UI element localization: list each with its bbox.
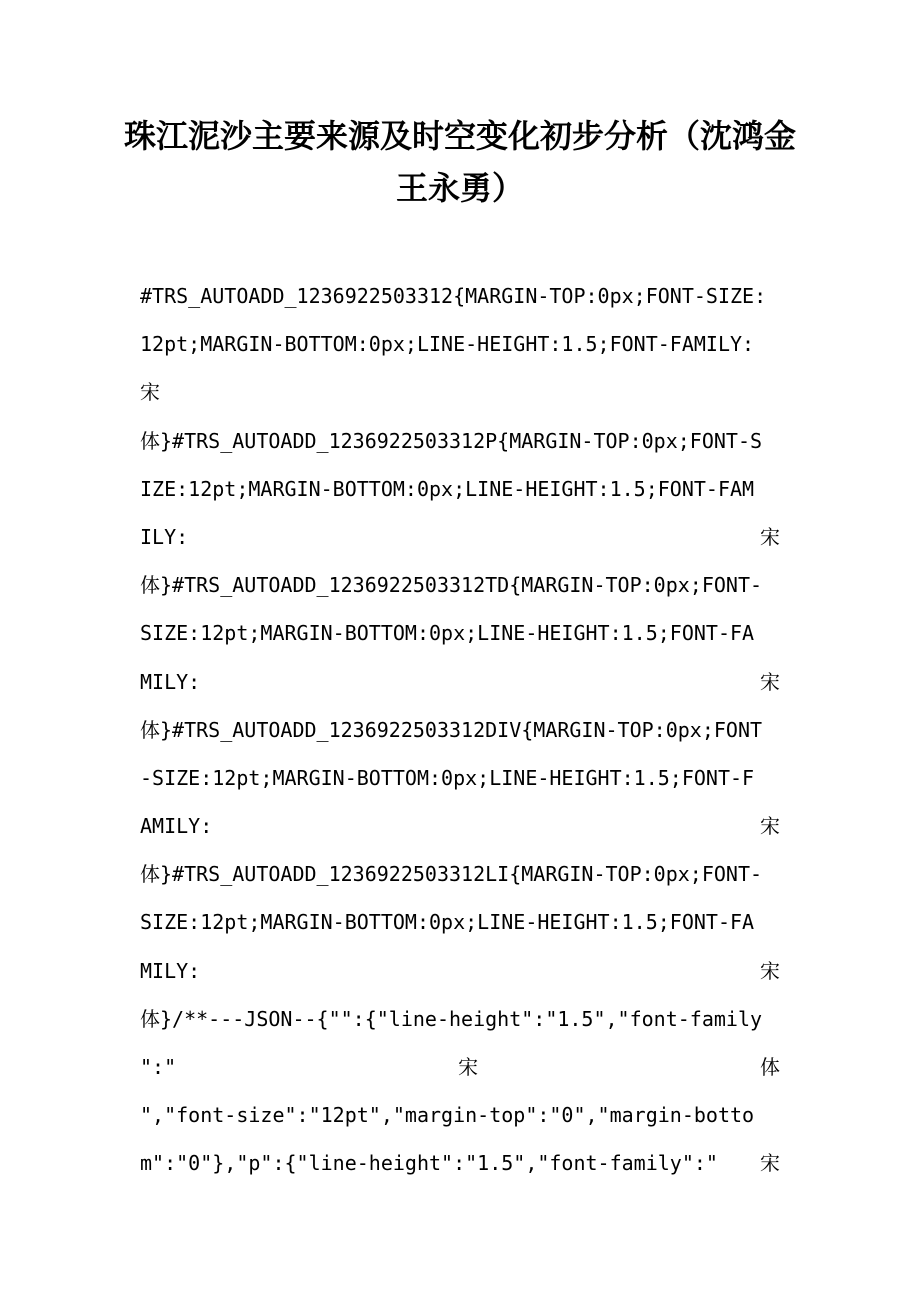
body-line: #TRS_AUTOADD_1236922503312{MARGIN-TOP:0px;FONT-SIZE: bbox=[140, 284, 767, 308]
body-line-right: 宋 bbox=[760, 814, 780, 839]
document-title: 珠江泥沙主要来源及时空变化初步分析（沈鸿金王永勇） bbox=[123, 117, 796, 207]
body-line: 宋 bbox=[140, 380, 160, 405]
document-body bbox=[140, 272, 780, 1188]
body-line-left: ILY: bbox=[140, 524, 189, 549]
body-line-right: 宋 bbox=[760, 958, 780, 983]
body-line: 体}/**---JSON--{"":{"line-height":"1.5","font-family bbox=[140, 1006, 763, 1031]
body-line-right: 宋 bbox=[760, 1151, 780, 1176]
body-line: SIZE:12pt;MARGIN-BOTTOM:0px;LINE-HEIGHT:1.5;FONT-FA bbox=[140, 910, 755, 935]
body-line-left: MILY: bbox=[140, 669, 201, 694]
body-line-left: AMILY: bbox=[140, 814, 213, 839]
body-line-justified bbox=[140, 513, 780, 561]
body-line-middle: 宋 bbox=[458, 1055, 479, 1079]
body-line-justified bbox=[140, 947, 780, 995]
body-line-justified bbox=[140, 1043, 780, 1091]
body-line: 体}#TRS_AUTOADD_1236922503312DIV{MARGIN-TOP:0px;FONT bbox=[140, 717, 763, 742]
body-line-left: m":"0"},"p":{"line-height":"1.5","font-family":" bbox=[140, 1151, 718, 1176]
body-line-justified bbox=[140, 658, 780, 706]
body-line-justified bbox=[140, 1139, 780, 1187]
body-line-right: 宋 bbox=[760, 524, 780, 549]
body-line-left: MILY: bbox=[140, 958, 201, 983]
body-line: 体}#TRS_AUTOADD_1236922503312LI{MARGIN-TOP:0px;FONT- bbox=[140, 862, 763, 887]
body-line-left: ":" bbox=[140, 1055, 177, 1079]
body-line-right: 宋 bbox=[760, 669, 780, 694]
body-line: ","font-size":"12pt","margin-top":"0","margin-botto bbox=[140, 1103, 755, 1128]
body-line: IZE:12pt;MARGIN-BOTTOM:0px;LINE-HEIGHT:1.5;FONT-FAM bbox=[140, 476, 755, 501]
body-line: SIZE:12pt;MARGIN-BOTTOM:0px;LINE-HEIGHT:1.5;FONT-FA bbox=[140, 621, 755, 646]
body-line: 12pt;MARGIN-BOTTOM:0px;LINE-HEIGHT:1.5;FONT-FAMILY: bbox=[140, 332, 755, 357]
body-line-right: 体 bbox=[760, 1055, 780, 1079]
body-line: -SIZE:12pt;MARGIN-BOTTOM:0px;LINE-HEIGHT:1.5;FONT-F bbox=[140, 765, 755, 790]
body-line: 体}#TRS_AUTOADD_1236922503312TD{MARGIN-TOP:0px;FONT- bbox=[140, 573, 763, 598]
body-line-justified bbox=[140, 802, 780, 850]
body-line: 体}#TRS_AUTOADD_1236922503312P{MARGIN-TOP:0px;FONT-S bbox=[140, 428, 763, 453]
